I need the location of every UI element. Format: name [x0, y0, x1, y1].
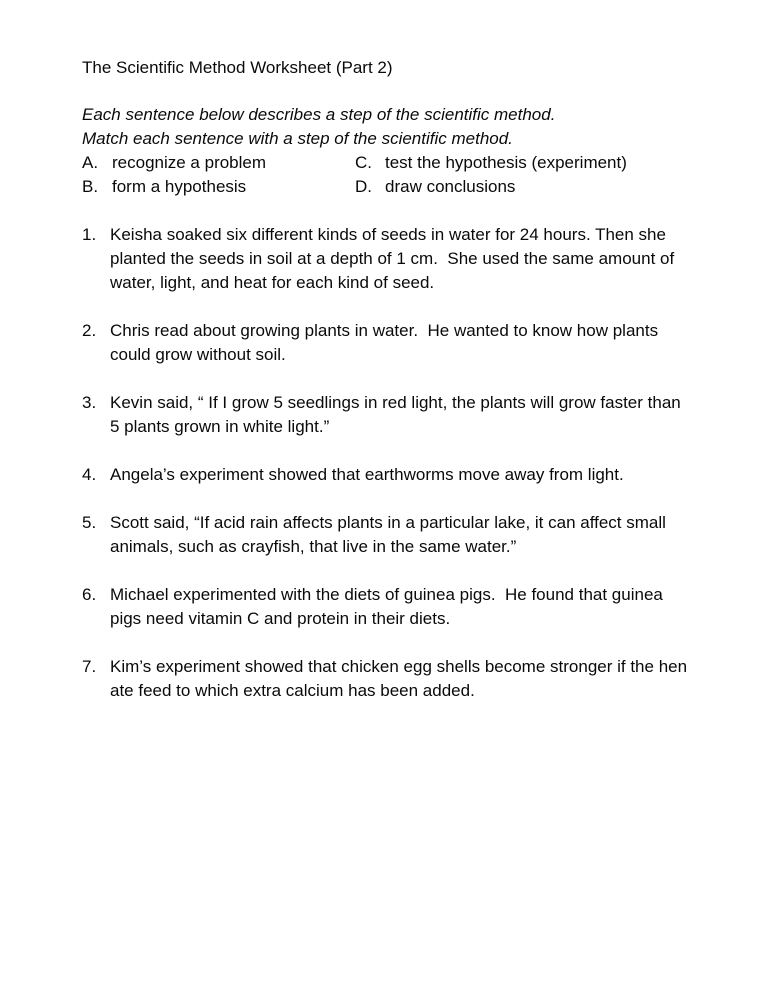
- question-6: [82, 583, 688, 631]
- instructions-block: [82, 103, 688, 151]
- question-7: [82, 655, 692, 703]
- option-row-2: [82, 175, 688, 199]
- question-list: [82, 223, 692, 703]
- option-b-text: form a hypothesis: [112, 177, 247, 196]
- option-c: [355, 151, 627, 175]
- question-2-number: 2.: [82, 321, 97, 340]
- option-d: [355, 175, 515, 199]
- option-b-label: B.: [82, 177, 99, 196]
- option-c-text: test the hypothesis (experiment): [385, 153, 627, 172]
- question-4-number: 4.: [82, 465, 97, 484]
- question-5-number: 5.: [82, 513, 97, 532]
- question-2: [82, 319, 688, 367]
- question-7-number: 7.: [82, 657, 97, 676]
- question-1: [82, 223, 688, 295]
- question-2-text: Chris read about growing plants in water. He wanted to know how plants could grow without soil.: [110, 321, 663, 364]
- question-1-number: 1.: [82, 225, 97, 244]
- instruction-line-2: Match each sentence with a step of the scientific method.: [82, 129, 513, 148]
- page-title: The Scientific Method Worksheet (Part 2): [82, 58, 393, 77]
- option-b: [82, 175, 355, 199]
- question-3-text: Kevin said, “ If I grow 5 seedlings in red light, the plants will grow faster than 5 plants grown in white light.”: [110, 393, 686, 436]
- question-6-number: 6.: [82, 585, 97, 604]
- question-5: [82, 511, 688, 559]
- question-1-text: Keisha soaked six different kinds of seeds in water for 24 hours. Then she planted the seeds in soil at a depth of 1 cm. She used the same amount of water, light, and heat for each kind of seed.: [110, 225, 679, 292]
- option-a-label: A.: [82, 153, 99, 172]
- answer-options: [82, 151, 688, 199]
- option-a: [82, 151, 355, 175]
- option-d-text: draw conclusions: [385, 177, 516, 196]
- question-5-text: Scott said, “If acid rain affects plants in a particular lake, it can affect small animals, such as crayfish, that live in the same water.”: [110, 513, 671, 556]
- instruction-line-1: Each sentence below describes a step of the scientific method.: [82, 105, 556, 124]
- option-c-label: C.: [355, 153, 372, 172]
- question-4: [82, 463, 688, 487]
- option-row-1: [82, 151, 688, 175]
- question-7-text: Kim’s experiment showed that chicken egg shells become stronger if the hen ate feed to which extra calcium has been added.: [110, 657, 692, 700]
- question-3-number: 3.: [82, 393, 97, 412]
- option-a-text: recognize a problem: [112, 153, 267, 172]
- option-d-label: D.: [355, 177, 372, 196]
- question-3: [82, 391, 688, 439]
- question-6-text: Michael experimented with the diets of guinea pigs. He found that guinea pigs need vitamin C and protein in their diets.: [110, 585, 668, 628]
- question-4-text: Angela’s experiment showed that earthworms move away from light.: [110, 465, 624, 484]
